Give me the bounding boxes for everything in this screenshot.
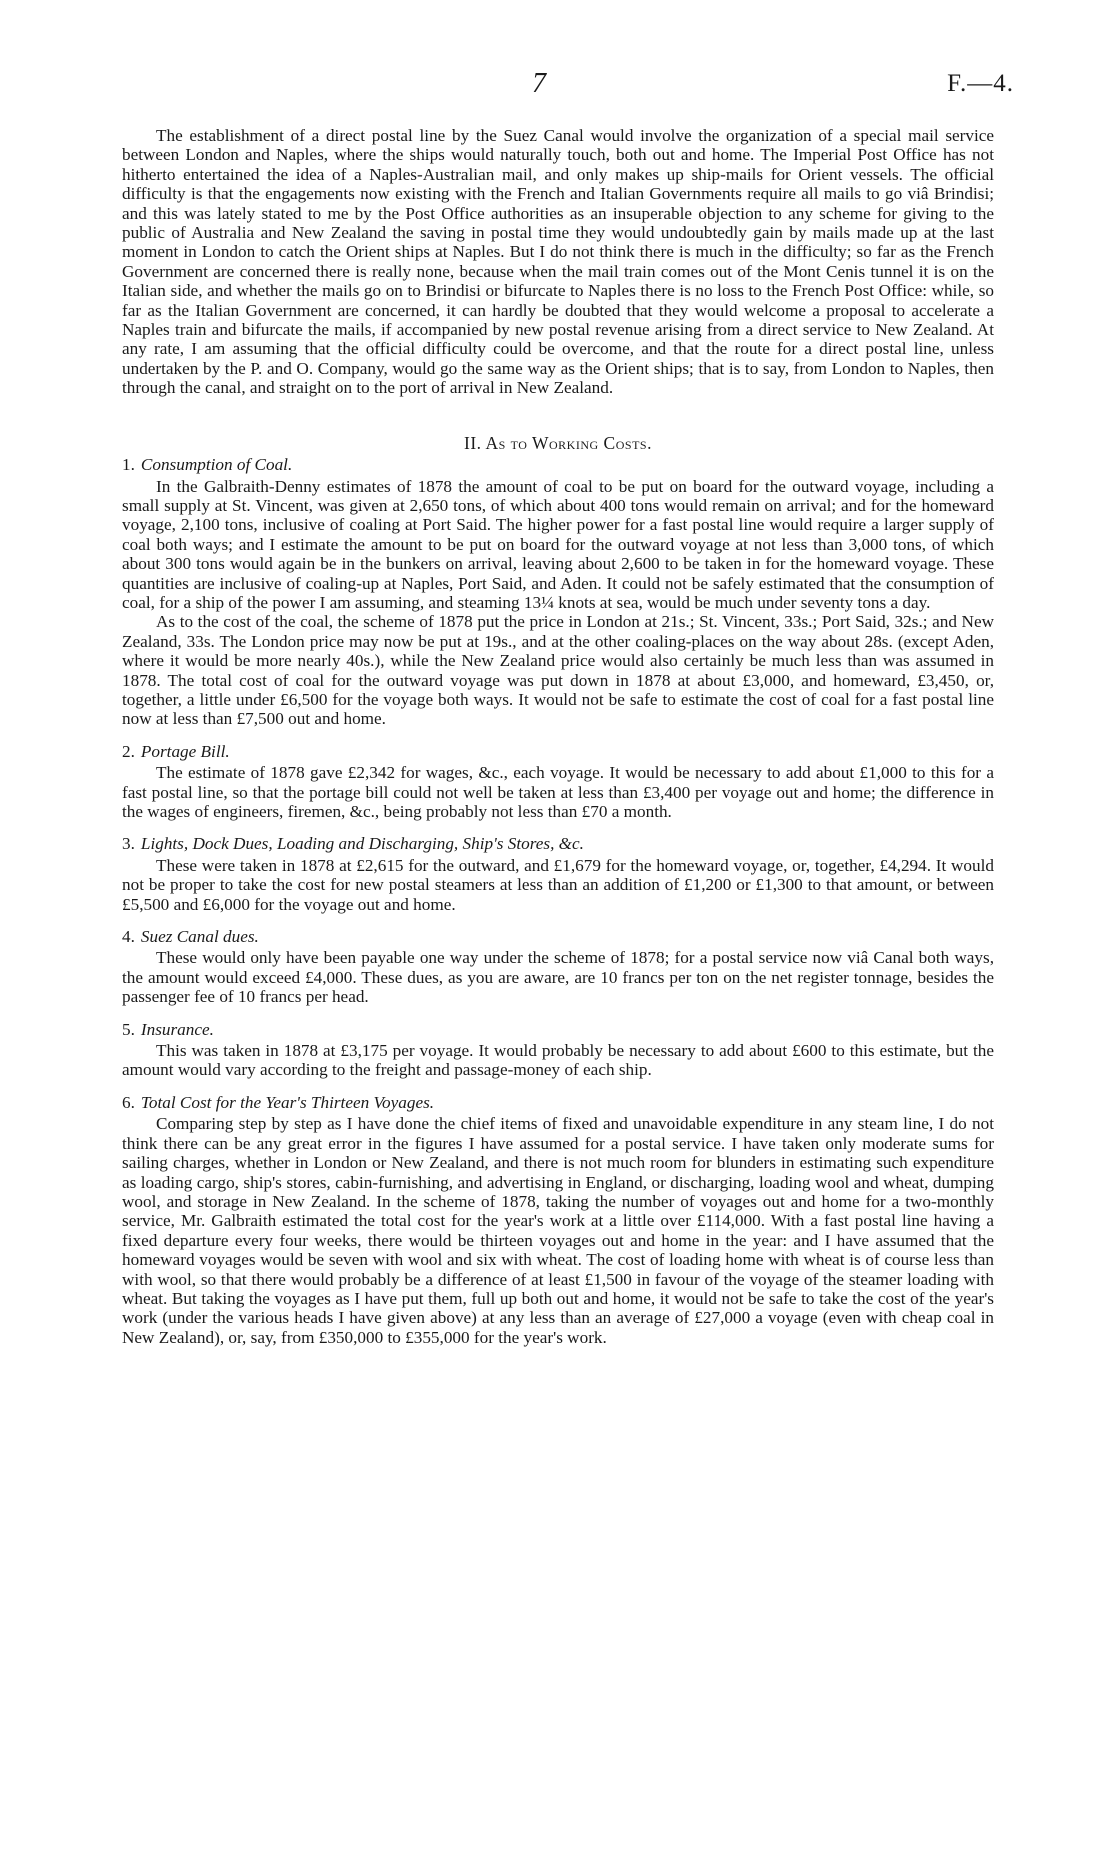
section-heading: II. As to Working Costs. [464, 432, 652, 453]
paragraph-coal-2: As to the cost of the coal, the scheme of 1878 put the price in London at 21s.; St. Vincent, 33s.; Port Said, 32s.; and New Zealand, 33s. The London price may now be put at 19s., and at the other coaling-places on the way about 28s. (except Aden, where it would be more nearly 40s.), while the New Zealand price would also certainly be much less than was assumed in 1878. The total cost of coal for the outward voyage was put down in 1878 at about £3,000, and homeward, £3,450, or, together, a little under £6,500 for the voyage both ways. It would not be safe to estimate the cost of coal for a fast postal line now at less than £7,500 out and home. [122, 612, 994, 729]
subsection-title: Portage Bill. [140, 741, 230, 761]
subsection-title: Insurance. [140, 1019, 214, 1039]
subsection-number: 2. [122, 741, 135, 761]
paragraph-total-cost: Comparing step by step as I have done the chief items of fixed and unavoidable expenditure in any steam line, I do not think there can be any great error in the figures I have assumed for a postal service. I have taken only moderate sums for sailing charges, whether in London or New Zealand, and there is not much room for blunders in estimating such expenditure as loading cargo, ship's stores, cabin-furnishing, and advertising in England, or discharging, loading wool and wheat, dumping wool, and storage in New Zealand. In the scheme of 1878, taking the number of voyages out and home for a two-monthly service, Mr. Galbraith estimated the total cost for the year's work at a little over £114,000. With a fast postal line having a fixed departure every four weeks, there would be thirteen voyages out and home in the year: and I have assumed that the homeward voyages would be seven with wool and six with wheat. The cost of loading home with wheat is of course less than with wool, so that there would probably be a difference of at least £1,500 in favour of the voyage of the steamer loading with wheat. But taking the voyages as I have put them, full up both out and home, it would not be safe to take the cost of the year's work (under the various heads I have given above) at any less than an average of £27,000 a voyage (even with cheap coal in New Zealand), or, say, from £350,000 to £355,000 for the year's work. [122, 1114, 994, 1347]
subsection-heading-total-cost [122, 1093, 994, 1112]
paragraph-suez: These would only have been payable one way under the scheme of 1878; for a postal service now viâ Canal both ways, the amount would exceed £4,000. These dues, as you are aware, are 10 francs per ton on the net register tonnage, besides the passenger fee of 10 francs per head. [122, 948, 994, 1007]
paragraph-insurance: This was taken in 1878 at £3,175 per voyage. It would probably be necessary to add about £600 to this estimate, but the amount would vary according to the freight and passage-money of each ship. [122, 1041, 994, 1080]
subsection-heading-portage [122, 742, 994, 761]
subsection-heading-lights [122, 834, 994, 853]
subsection-heading-insurance [122, 1020, 994, 1039]
document-body [122, 126, 994, 1347]
subsection-title: Suez Canal dues. [140, 927, 259, 947]
paragraph-portage: The estimate of 1878 gave £2,342 for wages, &c., each voyage. It would be necessary to add about £1,000 to this for a fast postal line, so that the portage bill could not well be taken at less than £3,400 per voyage out and home; the difference in the wages of engineers, firemen, &c., being probably not less than £70 a month. [122, 763, 994, 821]
page-number: 7 [532, 68, 546, 99]
subsection-number: 4. [122, 927, 135, 947]
subsection-number: 6. [122, 1092, 135, 1112]
document-reference: F.—4. [947, 70, 1014, 97]
subsection-heading-suez [122, 927, 994, 946]
subsection-title: Consumption of Coal. [140, 455, 293, 475]
subsection-title: Total Cost for the Year's Thirteen Voyages. [140, 1092, 435, 1112]
subsection-number: 5. [122, 1019, 135, 1039]
paragraph-lights: These were taken in 1878 at £2,615 for the outward, and £1,679 for the homeward voyage, or, together, £4,294. It would not be proper to take the cost for new postal steamers at less than an addition of £1,200 or £1,300 to that amount, or between £5,500 and £6,000 for the voyage out and home. [122, 855, 994, 914]
subsection-heading-coal [122, 455, 994, 474]
paragraph-coal-1: In the Galbraith-Denny estimates of 1878 the amount of coal to be put on board for the outward voyage, including a small supply at St. Vincent, was given at 2,650 tons, of which about 400 tons would remain on arrival; and for the homeward voyage, 2,100 tons, inclusive of coaling at Port Said. The higher power for a fast postal line would require a larger supply of coal both ways; and I estimate the amount to be put on board for the outward voyage at not less than 3,000 tons, of which about 300 tons would again be in the bunkers on arrival, leaving about 2,600 to be taken in for the homeward voyage. These quantities are inclusive of coaling-up at Naples, Port Said, and Aden. It could not be safely estimated that the consumption of coal, for a ship of the power I am assuming, and steaming 13¼ knots at sea, would be much under seventy tons a day. [122, 476, 994, 612]
subsection-number: 1. [122, 455, 135, 475]
subsection-title: Lights, Dock Dues, Loading and Discharging, Ship's Stores, &c. [140, 834, 584, 854]
subsection-number: 3. [122, 834, 135, 854]
intro-paragraph: The establishment of a direct postal line by the Suez Canal would involve the organization of a special mail service between London and Naples, where the ships would naturally touch, both out and home. The Imperial Post Office has not hitherto entertained the idea of a Naples-Australian mail, and only makes up ship-mails for Orient vessels. The official difficulty is that the engagements now existing with the French and Italian Governments require all mails to go viâ Brindisi; and this was lately stated to me by the Post Office authorities as an insuperable objection to any scheme for giving to the public of Australia and New Zealand the saving in postal time they would undoubtedly gain by mails made up at the last moment in London to catch the Orient ships at Naples. But I do not think there is much in the difficulty; so far as the French Government are concerned there is really none, because when the mail train comes out of the Mont Cenis tunnel it is on the Italian side, and whether the mails go on to Brindisi or bifurcate to Naples there is no loss to the French Post Office: while, so far as the Italian Government are concerned, it can hardly be doubted that they would welcome a proposal to accelerate a Naples train and bifurcate the mails, if accompanied by new postal revenue arising from a direct service to New Zealand. At any rate, I am assuming that the official difficulty could be overcome, and that the route for a direct postal line, unless undertaken by the P. and O. Company, would go the same way as the Orient ships; that is to say, from London to Naples, then through the canal, and straight on to the port of arrival in New Zealand. [122, 126, 994, 398]
